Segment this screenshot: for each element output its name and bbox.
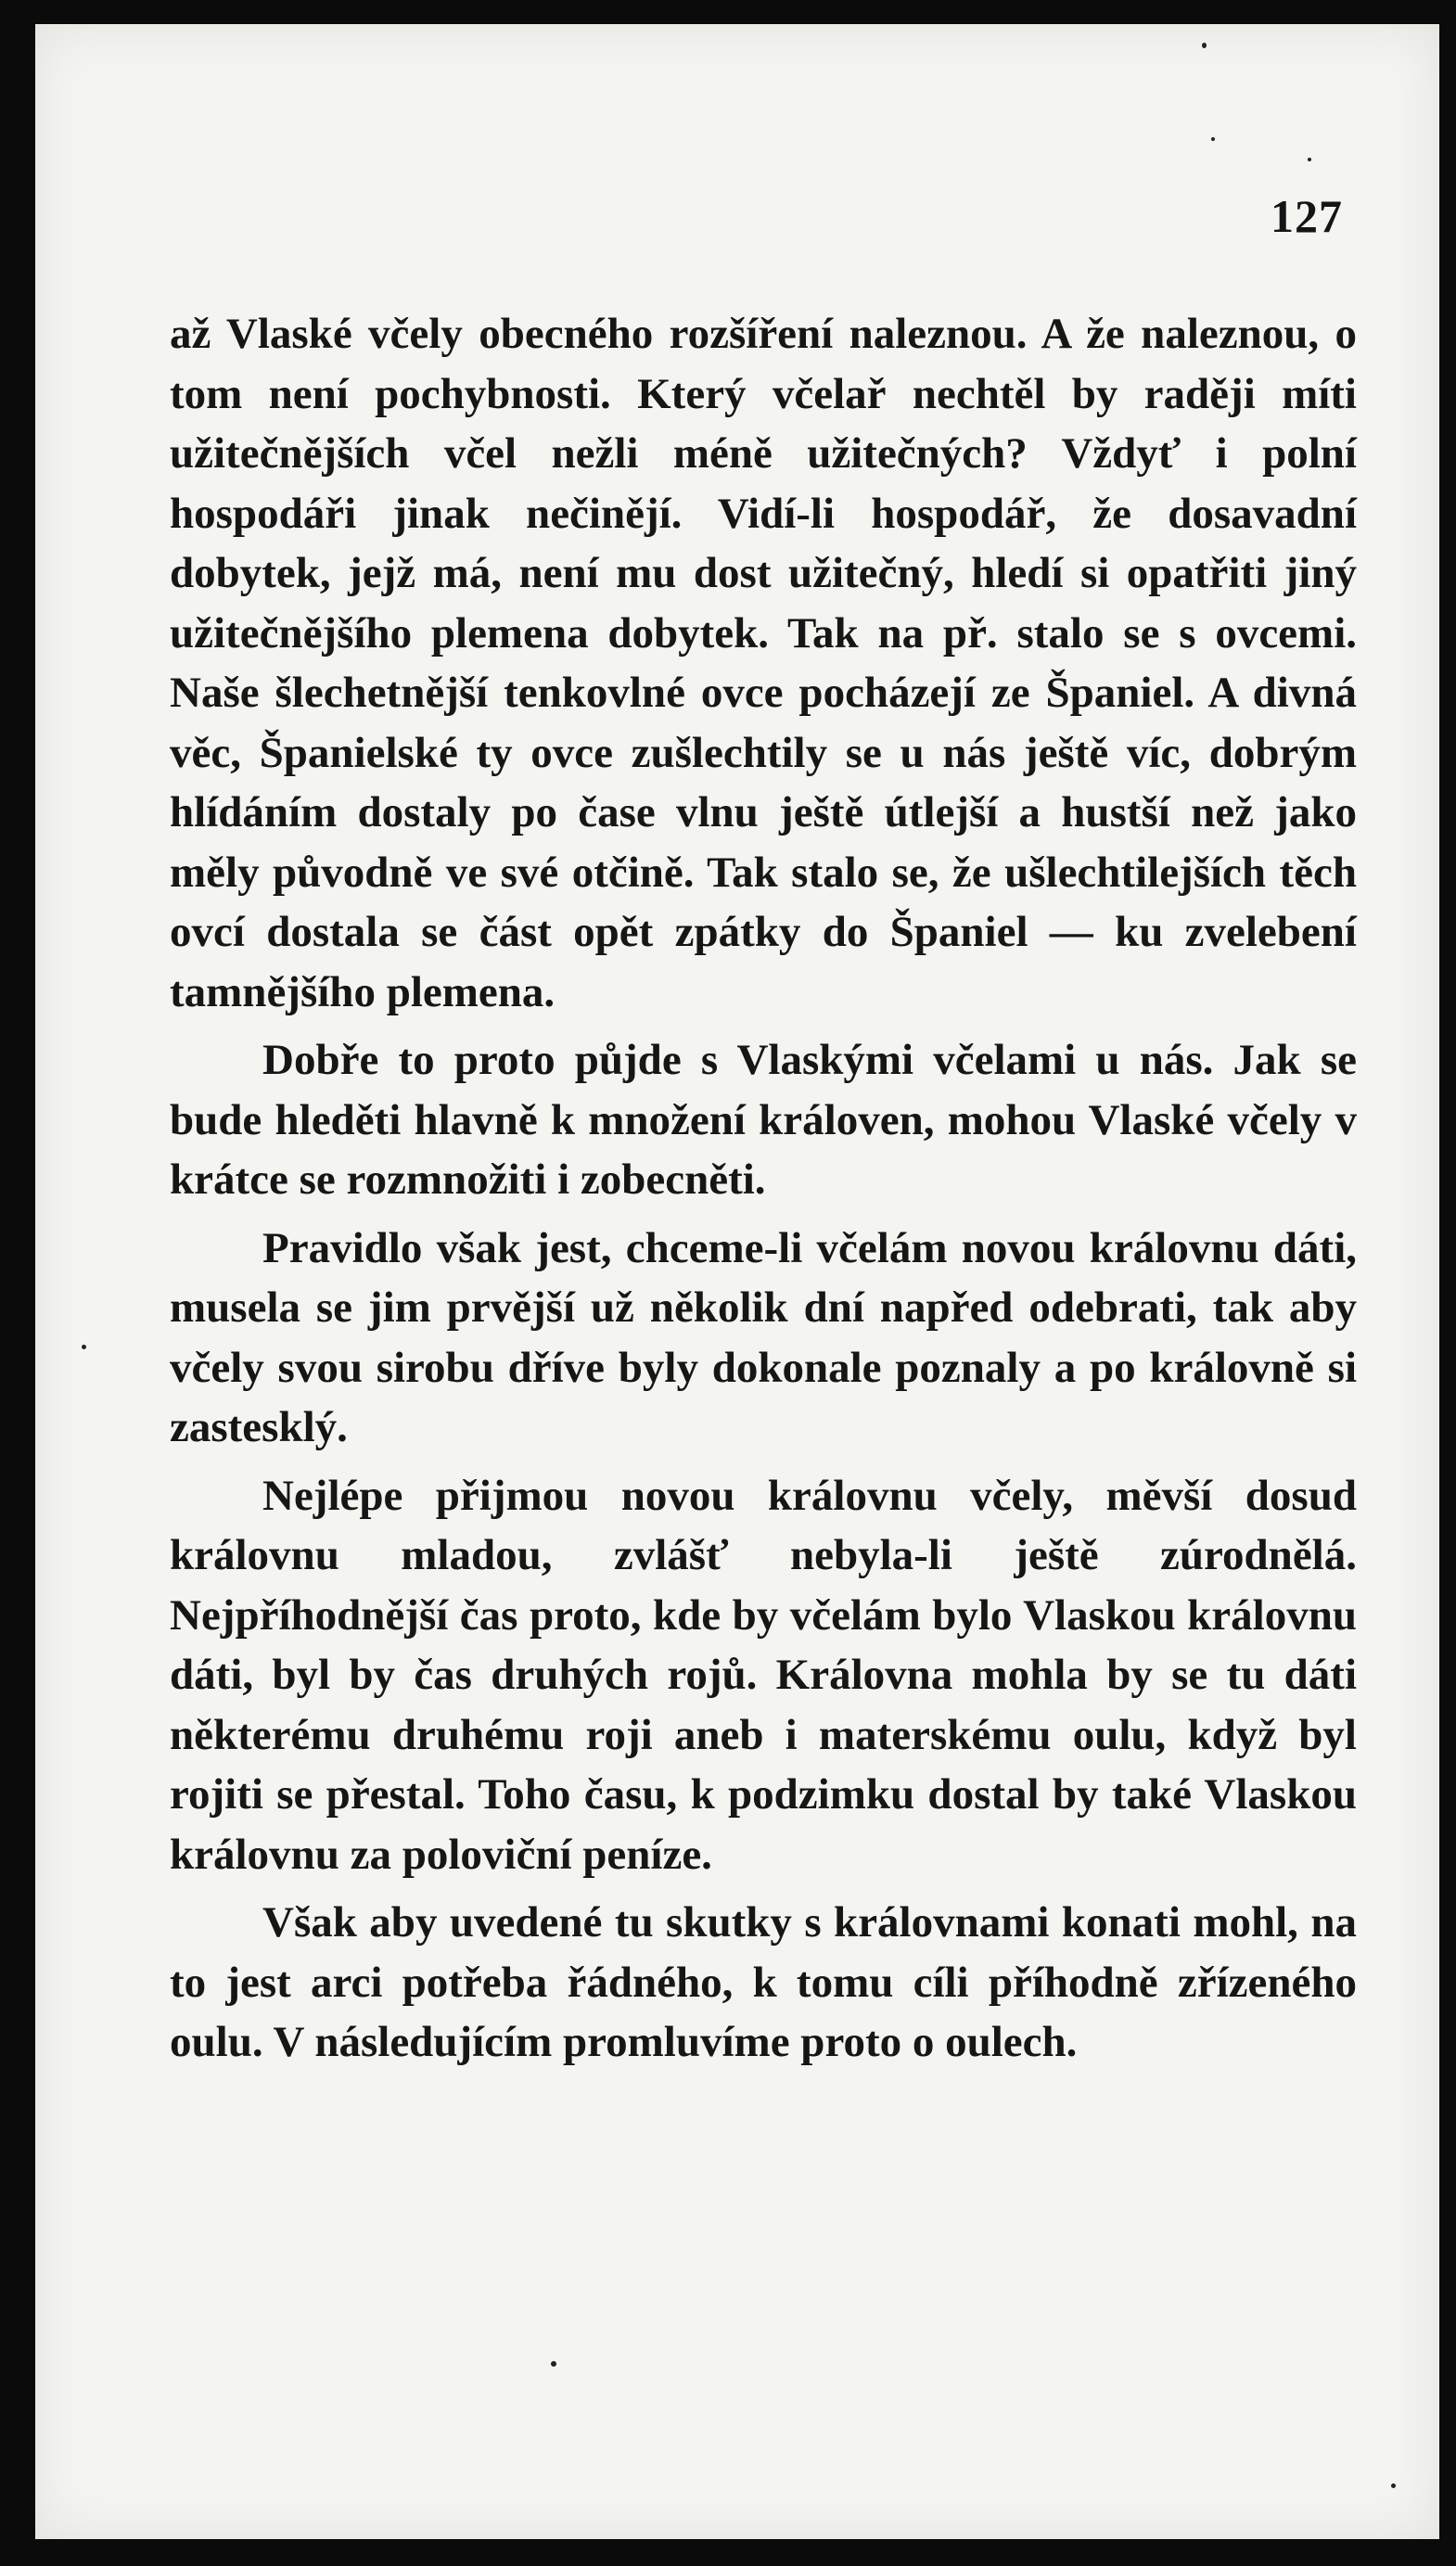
- paragraph-3: Pravidlo však jest, chceme-li včelám novou královnu dáti, musela se jim prvější už několik dní napřed odebrati, tak aby včely svou sirobu dříve byly dokonale poznaly a po královně si zastesklý.: [170, 1223, 1357, 1451]
- paper-speck: [551, 2361, 556, 2367]
- paper-speck: [1211, 137, 1215, 141]
- paper-speck: [82, 1345, 86, 1349]
- paragraph-5: Však aby uvedené tu skutky s královnami konati mohl, na to jest arci potřeba řádného, k tomu cíli příhodně zřízeného oulu. V následujícím promluvíme proto o oulech.: [170, 1898, 1357, 2066]
- paragraph-2: Dobře to proto půjde s Vlaskými včelami u nás. Jak se bude hleděti hlavně k množení královen, mohou Vlaské včely v krátce se rozmnožiti i zobecněti.: [170, 1036, 1357, 1204]
- body-text: [170, 304, 1357, 2073]
- book-page: [35, 24, 1439, 2539]
- paragraph-4: Nejlépe přijmou novou královnu včely, měvší dosud královnu mladou, zvlášť nebyla-li ještě zúrodnělá. Nejpříhodnější čas proto, kde by včelám bylo Vlaskou královnu dáti, byl by čas druhých rojů. Královna mohla by se tu dáti některému druhému roji aneb i materskému oulu, když byl rojiti se přestal. Toho času, k podzimku dostal by také Vlaskou královnu za poloviční peníze.: [170, 1471, 1357, 1879]
- page-number: 127: [1271, 190, 1343, 242]
- paper-speck: [1308, 158, 1311, 161]
- paper-speck: [1391, 2483, 1396, 2488]
- paragraph-1: až Vlaské včely obecného rozšíření naleznou. A že naleznou, o tom není pochybnosti. Který včelař nechtěl by raději míti užitečnějších včel nežli méně užitečných? Vždyť i polní hospodáři jinak nečinějí. Vidí-li hospodář, že dosavadní dobytek, jejž má, není mu dost užitečný, hledí si opatřiti jiný užitečnějšího plemena dobytek. Tak na př. stalo se s ovcemi. Naše šlechetnější tenkovlné ovce pocházejí ze Španiel. A divná věc, Španielské ty ovce zušlechtily se u nás ještě víc, dobrým hlídáním dostaly po čase vlnu ještě útlejší a hustší než jako měly původně ve své otčině. Tak stalo se, že ušlechtilejších těch ovcí dostala se část opět zpátky do Španiel — ku zvelebení tamnějšího plemena.: [170, 310, 1357, 1016]
- paper-speck: [1202, 43, 1207, 48]
